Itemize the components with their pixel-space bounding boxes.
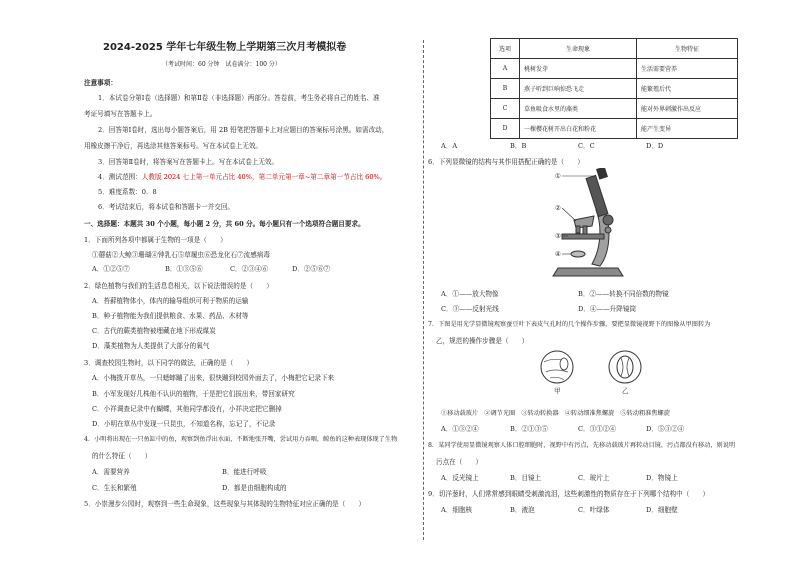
- table-cell: 草鱼吸食水里的藻类: [520, 99, 637, 119]
- q2-option-b: B．种子植物能为我们提供粮食、水果、药品、木材等: [92, 312, 249, 320]
- table-cell: 能对外界刺激作出反应: [637, 99, 738, 119]
- q9-option-c: C．叶绿体: [578, 506, 610, 514]
- q1-option-d: D．②⑤⑥⑦: [292, 265, 331, 273]
- q5-option-a: A．A: [441, 142, 458, 150]
- q6-option-c: C．③——反射光线: [441, 305, 499, 313]
- q6-stem: 6．下列显微镜的结构与其作用搭配正确的是（ ）: [428, 158, 584, 166]
- table-row: [491, 79, 738, 99]
- q6-option-b: B．②——转换不同倍数的物镜: [578, 290, 669, 298]
- q7-stem: 7．下图是用光学显微镜观察蚕豆叶下表皮气孔时的几个操作步骤，要把显微镜视野下的图像从甲图转为: [428, 321, 711, 328]
- q4-stem: 4．小明将出现在一只鱼缸中的鱼，观察到鱼浮出水面，不断地张开嘴，尝试用力吞咽，鲸鱼的这种表现体现了生物: [84, 436, 398, 443]
- table-cell: 能产生变异: [637, 119, 738, 139]
- q2-option-c: C．古代的蕨类植物被埋藏在地下形成煤炭: [92, 327, 216, 335]
- q5-stem: 5．小崇漫步公园时，观察到一些生命现象，这些现象与其体现的生物特征对应正确的是（ ）: [84, 500, 366, 508]
- q8-option-c: C．玻片上: [578, 474, 610, 482]
- note-4-label: 4．测试范围：: [98, 173, 142, 181]
- q9-option-a: A．细胞核: [441, 506, 473, 514]
- q7-option-c: C．③①②④: [578, 425, 617, 433]
- q6-option-d: D．④——升降镜筒: [578, 305, 637, 313]
- note-4-scope: 人教版 2024 七上第一单元占比 40%，第二单元第一章~第二章第一节占比 60%。: [141, 173, 387, 181]
- q3-option-c: C．小祥调查记录中有蝴蝶，其他同学都没有，小祥决定把它删掉: [92, 405, 282, 413]
- q1-stem: 1．下面所列各项中都属于生物的一项是（ ）: [84, 236, 227, 244]
- table-cell: 能繁殖后代: [637, 79, 738, 99]
- note-1b: 考证号填写在答题卡上。: [84, 110, 157, 118]
- microscope-label-3: ③: [555, 232, 561, 240]
- q6-option-a: A．①——放大物像: [441, 290, 499, 298]
- note-2: 2．回答第Ⅰ卷时，选出每小题答案后，用 2B 铅笔把答题卡上对应题目的答案标号涂黑。如需改动，: [98, 126, 389, 134]
- table-header: 选项: [491, 39, 520, 59]
- table-cell: A: [491, 59, 520, 79]
- table-header-row: [491, 39, 738, 59]
- table-cell: B: [491, 79, 520, 99]
- q8-option-a: A．反光镜上: [441, 474, 479, 482]
- q3-option-a: A．小梅拨开草丛，一只蟋蟀蹦了出来，很快蹦到校园外面去了，小梅把它记录下来: [92, 374, 335, 382]
- table-cell: C: [491, 99, 520, 119]
- notes-heading: 注意事项：: [84, 79, 117, 87]
- view-label-jia: 甲: [554, 387, 561, 395]
- q3-option-b: B．小军发现好几株他不认识的植物，于是把它们拔出来，带回家研究: [92, 390, 295, 398]
- table-header: 生物特征: [637, 39, 738, 59]
- q5-option-d: D．D: [646, 142, 664, 150]
- q3-option-d: D．小明在草丛中发现一只昆虫，不知道名称，忘记了，不记录: [92, 420, 276, 428]
- q5-option-c: C．C: [578, 142, 595, 150]
- q3-stem: 3．调查校园生物时，以下同学的做法，正确的是（ ）: [84, 359, 254, 367]
- q8-option-b: B．目镜上: [510, 474, 542, 482]
- microscope-image: [548, 168, 638, 280]
- q2-stem: 2．绿色植物与我们的生活息息相关，以下说法错误的是（ ）: [84, 282, 273, 290]
- table-cell: 桃树发芽: [520, 59, 637, 79]
- q7-option-d: D．⑤③②④: [646, 425, 685, 433]
- note-6: 6．考试结束后，将本试卷和答题卡一并交回。: [98, 203, 235, 211]
- q8-option-d: D．物镜上: [646, 474, 678, 482]
- q4-option-a: A．需要营养: [92, 468, 130, 476]
- q5-option-b: B．B: [510, 142, 527, 150]
- microscope-label-4: ④: [555, 250, 561, 258]
- stomata-view-yi: [608, 350, 642, 384]
- microscope-icon: [553, 168, 623, 276]
- note-5: 5．难度系数：0．8: [98, 188, 157, 196]
- q2-option-d: D．藻类植物为人类提供了大部分的氧气: [92, 342, 210, 350]
- stomata-view-jia: [540, 350, 574, 384]
- q9-option-b: B．液泡: [510, 506, 535, 514]
- q7-option-a: A．①③②④: [441, 425, 479, 433]
- exam-subtitle: （考试时间：60 分钟 试卷满分：100 分）: [162, 61, 281, 68]
- q1-option-a: A．①②⑤⑦: [92, 265, 130, 273]
- q9-stem: 9．切洋葱时，人们常常感到眼睛受刺激流泪，这些刺激性的物质存在于下列哪个结构中（ ）: [428, 490, 710, 498]
- q7-stem-2: 乙，规范的操作步骤是（ ）: [436, 337, 529, 345]
- q8-stem: 8．某同学使用显微镜观察人体口腔细胞时，视野中有污点，先移动载玻片再转动目镜，污点都没有移动，则说明: [428, 442, 736, 449]
- q1-option-c: C．②③④⑥: [230, 265, 269, 273]
- view-label-yi: 乙: [622, 387, 629, 395]
- q1-items: ①蘑菇②大鲸③珊瑚④钟乳石⑤草履虫⑥恐龙化石⑦流感病毒: [92, 251, 271, 259]
- table-row: [491, 99, 738, 119]
- exam-title: 2024-2025 学年七年级生物上学期第三次月考模拟卷: [103, 42, 347, 53]
- note-2b: 用橡皮擦干净后，再选涂其他答案标号。写在本试卷上无效。: [84, 142, 263, 150]
- q4-option-b: B．能进行呼吸: [222, 468, 267, 476]
- q9-option-d: D．细胞壁: [646, 506, 678, 514]
- table-row: [491, 119, 738, 139]
- q8-stem-2: 污点在（ ）: [436, 458, 483, 466]
- note-3: 3．回答第Ⅱ卷时，将答案写在答题卡上。写在本试卷上无效。: [98, 158, 279, 166]
- table-cell: D: [491, 119, 520, 139]
- section-heading: 一、选择题：本题共 30 个小题，每小题 2 分，共 60 分。每小题只有一个选项符合题目要求。: [84, 220, 365, 228]
- q2-option-a: A．苔藓植物体小，体内的输导组织可利于物质的运输: [92, 297, 249, 305]
- table-row: [491, 59, 738, 79]
- q7-option-b: B．②①③⑤: [510, 425, 548, 433]
- table-cell: 生活需要营养: [637, 59, 738, 79]
- microscope-label-1: ①: [555, 172, 561, 180]
- column-divider: [423, 40, 424, 540]
- table-header: 生命现象: [520, 39, 637, 59]
- note-4: [98, 173, 386, 181]
- table-cell: 一棵樱花树开出白花和粉花: [520, 119, 637, 139]
- note-1: 1．本试卷分第Ⅰ卷（选择题）和第Ⅱ卷（非选择题）两部分。答卷前，考生务必将自己的姓名、准: [98, 94, 380, 102]
- q4-option-d: D．都是由细胞构成的: [222, 484, 287, 492]
- q1-option-b: B．①③⑤⑥: [165, 265, 203, 273]
- q5-table: [490, 38, 738, 139]
- microscope-label-2: ②: [555, 204, 561, 212]
- q7-steps: ①移动载玻片 ②调节光圈 ③转动转换器 ④转动细准焦螺旋 ⑤转动粗准焦螺旋: [441, 410, 670, 417]
- q4-option-c: C．生长和繁殖: [92, 484, 137, 492]
- q4-stem-2: 的什么特征（ ）: [92, 452, 152, 460]
- table-cell: 燕子听到巨响惊恐飞走: [520, 79, 637, 99]
